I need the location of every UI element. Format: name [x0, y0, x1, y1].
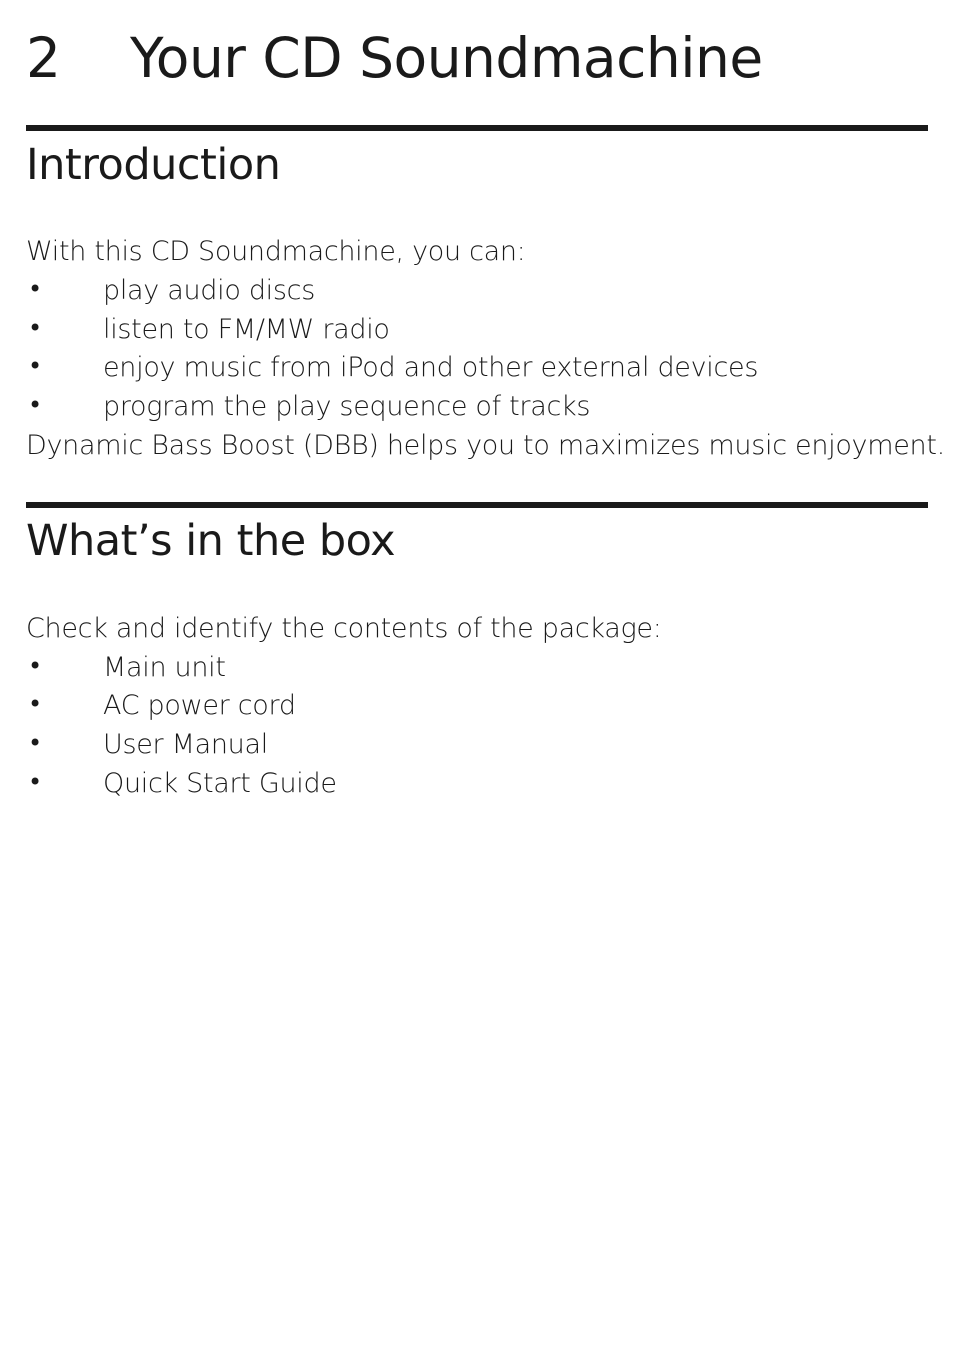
box-lead-text: Check and identify the contents of the package: — [26, 613, 662, 644]
list-item-text: enjoy music from iPod and other external devices — [103, 352, 759, 383]
list-item-text: Main unit — [103, 652, 226, 683]
section-divider-box — [26, 502, 928, 508]
list-item-text: program the play sequence of tracks — [103, 391, 591, 422]
bullet-icon: • — [28, 690, 43, 718]
list-item-text: User Manual — [103, 729, 268, 760]
section-heading-box-contents: What’s in the box — [26, 516, 396, 566]
list-item-text: play audio discs — [103, 275, 315, 306]
list-item-text: Quick Start Guide — [103, 768, 337, 799]
list-item-text: AC power cord — [103, 690, 296, 721]
chapter-title-text: Your CD Soundmachine — [130, 25, 763, 90]
bullet-icon: • — [28, 352, 43, 380]
chapter-number: 2 — [26, 25, 61, 90]
bullet-icon: • — [28, 652, 43, 680]
bullet-icon: • — [28, 729, 43, 757]
section-heading-introduction: Introduction — [26, 140, 281, 190]
introduction-lead-text: With this CD Soundmachine, you can: — [26, 236, 526, 267]
list-item-text: listen to FM/MW radio — [103, 314, 390, 345]
bullet-icon: • — [28, 391, 43, 419]
bullet-icon: • — [28, 768, 43, 796]
introduction-closing-text: Dynamic Bass Boost (DBB) helps you to maximizes music enjoyment. — [26, 430, 945, 461]
bullet-icon: • — [28, 275, 43, 303]
bullet-icon: • — [28, 314, 43, 342]
section-divider-introduction — [26, 125, 928, 131]
chapter-title — [26, 22, 763, 94]
